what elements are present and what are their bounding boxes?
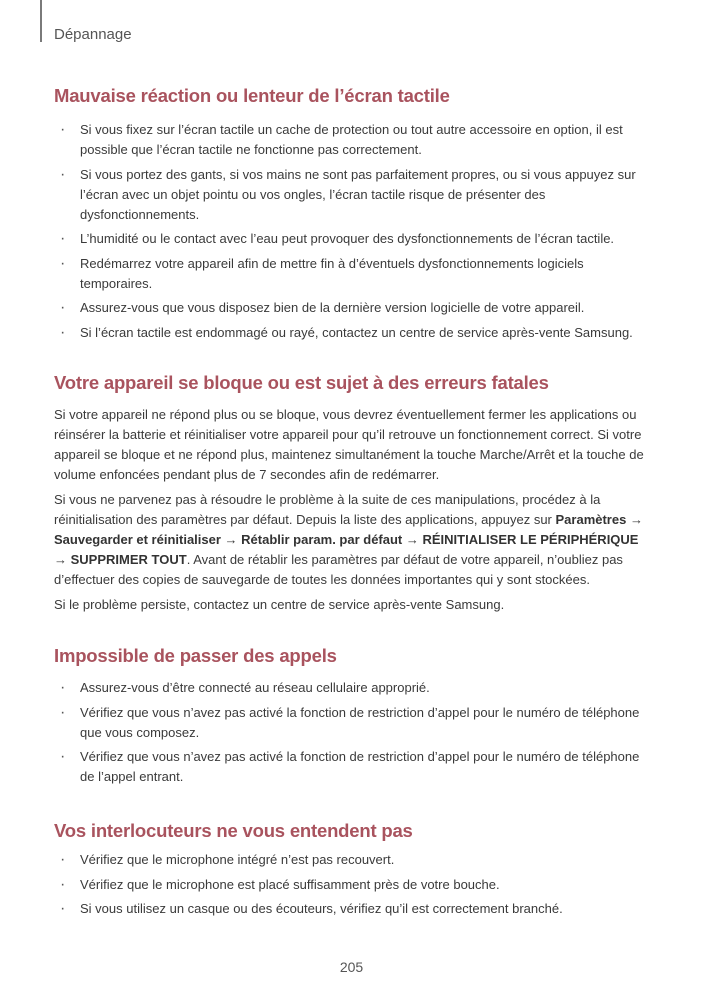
arrow: → — [626, 512, 643, 527]
menu-path-backup-reset: Sauvegarder et réinitialiser — [54, 532, 221, 547]
list-item: · Vérifiez que le microphone est placé suffisamment près de votre bouche. — [54, 875, 650, 895]
list-item: · Si l’écran tactile est endommagé ou rayé, contactez un centre de service après-vente Samsung. — [54, 323, 650, 343]
bullet-list-touchscreen — [54, 120, 650, 347]
header-rule — [40, 0, 42, 42]
list-item: · L’humidité ou le contact avec l’eau peut provoquer des dysfonctionnements de l’écran tactile. — [54, 229, 650, 249]
list-item: · Si vous utilisez un casque ou des écouteurs, vérifiez qu’il est correctement branché. — [54, 899, 650, 919]
menu-path-delete-all: SUPPRIMER TOUT — [70, 552, 187, 567]
paragraph-reset — [54, 490, 650, 590]
freeze-paragraphs — [54, 405, 650, 620]
arrow: → — [54, 552, 71, 567]
list-item: · Redémarrez votre appareil afin de mettre fin à d’éventuels dysfonctionnements logiciels temporaires. — [54, 254, 650, 294]
arrow: → — [220, 532, 242, 547]
list-item: · Si vous fixez sur l’écran tactile un cache de protection ou tout autre accessoire en option, il est possible que l’écran tactile ne fonctionne pas correctement. — [54, 120, 650, 160]
bullet-list-calls — [54, 678, 650, 792]
paragraph: Si le problème persiste, contactez un centre de service après-vente Samsung. — [54, 597, 505, 612]
list-item: · Si vous portez des gants, si vos mains ne sont pas parfaitement propres, ou si vous appuyez sur l’écran avec un objet pointu ou vos ongles, l’écran tactile risque de présenter des dysfonctionnements. — [54, 165, 650, 225]
menu-path-settings: Paramètres — [555, 512, 627, 527]
menu-path-reset-device: RÉINITIALISER LE PÉRIPHÉRIQUE — [422, 532, 639, 547]
text: . Avant de rétablir les paramètres par défaut de votre appareil, n’oubliez pas d’effectuer des copies de sauvegarde de toutes les données importantes qui y sont stockées. — [54, 552, 623, 587]
list-item: · Assurez-vous que vous disposez bien de la dernière version logicielle de votre appareil. — [54, 298, 650, 318]
list-item: · Vérifiez que vous n’avez pas activé la fonction de restriction d’appel pour le numéro de téléphone de l’appel entrant. — [54, 747, 650, 787]
paragraph: Si votre appareil ne répond plus ou se bloque, vous devrez éventuellement fermer les applications ou réinsérer la batterie et réinitialiser votre appareil pour qu’il retrouve un fonctionnement correct. Si votre appareil se bloque et ne répond plus, maintenez simultanément la touche Marche/Arrêt et la touche de volume enfoncées pendant plus de 7 secondes afin de redémarrer. — [54, 407, 644, 482]
text: Si vous ne parvenez pas à résoudre le problème à la suite de ces manipulations, procédez à la réinitialisation des paramètres par défaut. Depuis la liste des applications, appuyez sur — [54, 492, 601, 527]
section-heading-touchscreen: Mauvaise réaction ou lenteur de l’écran tactile — [54, 85, 450, 106]
section-heading-microphone: Vos interlocuteurs ne vous entendent pas — [54, 820, 413, 841]
menu-path-factory-reset: Rétablir param. par défaut — [241, 532, 403, 547]
list-item: · Vérifiez que vous n’avez pas activé la fonction de restriction d’appel pour le numéro de téléphone que vous composez. — [54, 703, 650, 743]
section-heading-freeze: Votre appareil se bloque ou est sujet à des erreurs fatales — [54, 372, 549, 393]
list-item: · Vérifiez que le microphone intégré n’est pas recouvert. — [54, 850, 650, 870]
running-header: Dépannage — [54, 26, 132, 43]
bullet-list-microphone — [54, 850, 650, 924]
section-heading-calls: Impossible de passer des appels — [54, 645, 337, 666]
page-number: 205 — [339, 959, 364, 975]
arrow: → — [402, 532, 423, 547]
list-item: · Assurez-vous d’être connecté au réseau cellulaire approprié. — [54, 678, 650, 698]
